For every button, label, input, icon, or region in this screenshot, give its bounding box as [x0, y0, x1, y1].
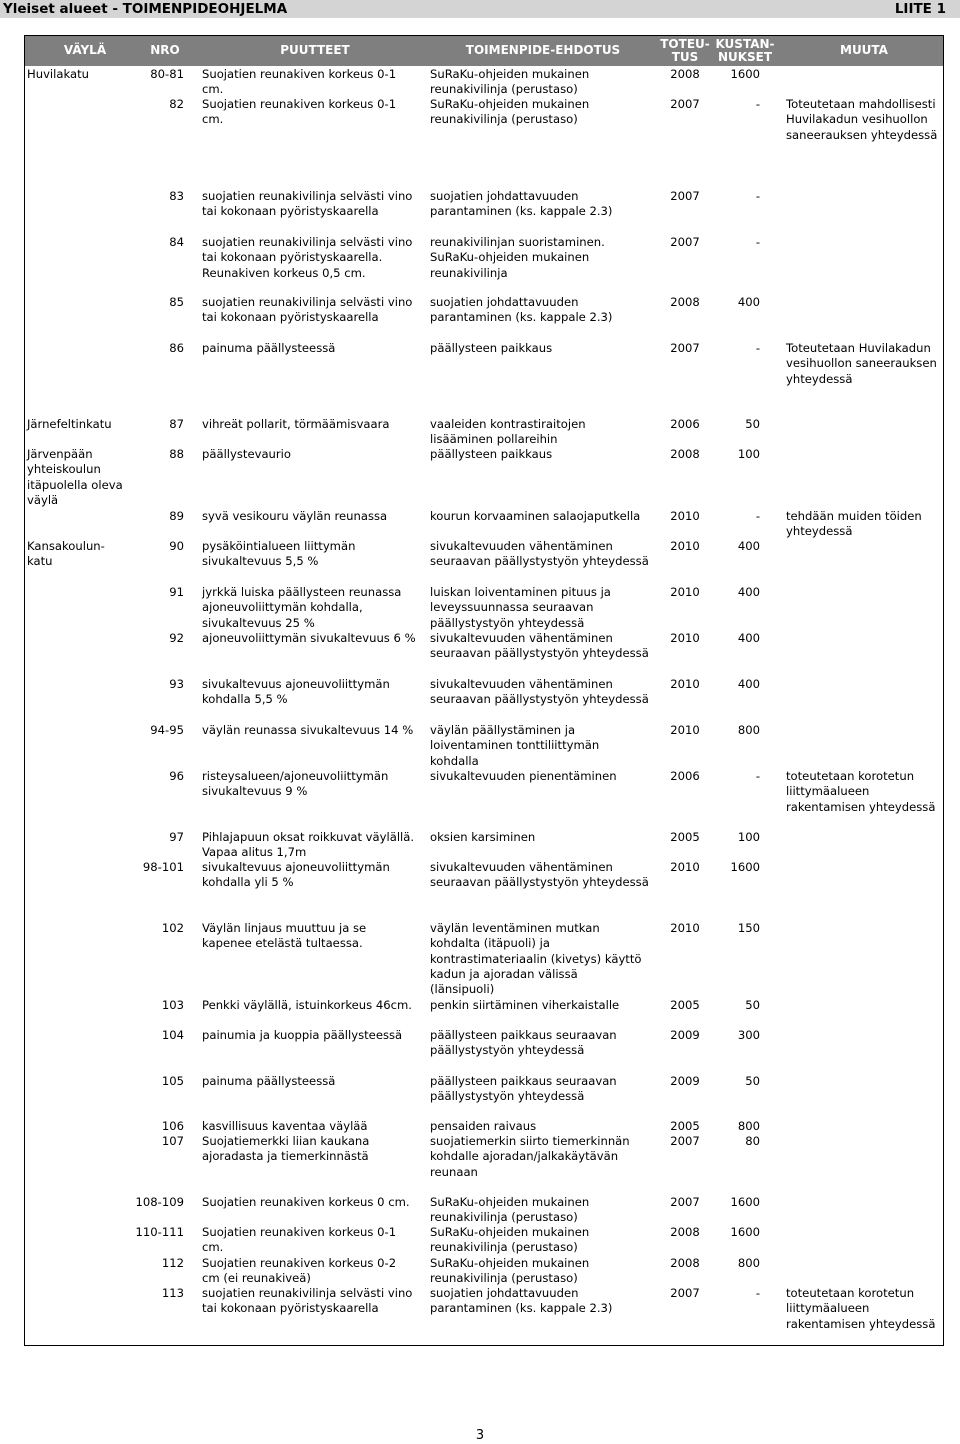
- row-proposal: SuRaKu-ohjeiden mukainen reunakivilinja (perustaso): [430, 1195, 590, 1225]
- row-proposal: sivukaltevuuden vähentäminen seuraavan päällystystyön yhteydessä: [430, 860, 649, 890]
- row-deficiency: Suojatien reunakiven korkeus 0-1 cm.: [202, 67, 397, 97]
- row-notes: tehdään muiden töiden yhteydessä: [786, 509, 922, 539]
- row-cost: 800: [737, 1256, 760, 1270]
- row-number: 106: [161, 1119, 184, 1133]
- row-number: 108-109: [135, 1195, 184, 1209]
- title-bar: [0, 0, 960, 18]
- row-number: 86: [169, 341, 184, 355]
- row-deficiency: päällystevaurio: [202, 447, 291, 461]
- row-year: 2010: [670, 677, 700, 691]
- row-cost: 400: [737, 295, 760, 309]
- row-year: 2007: [670, 1195, 700, 1209]
- row-year: 2008: [670, 447, 700, 461]
- row-proposal: päällysteen paikkaus: [430, 341, 553, 355]
- row-cost: 400: [737, 631, 760, 645]
- row-number: 110-111: [135, 1225, 184, 1239]
- row-year: 2010: [670, 631, 700, 645]
- row-cost: -: [755, 769, 760, 783]
- row-cost: 300: [737, 1028, 760, 1042]
- row-notes: Toteutetaan mahdollisesti Huvilakadun vesihuollon saneerauksen yhteydessä: [786, 97, 938, 142]
- col-header-vayla: VÄYLÄ: [63, 43, 107, 57]
- row-year: 2010: [670, 860, 700, 874]
- row-proposal: SuRaKu-ohjeiden mukainen reunakivilinja (perustaso): [430, 1225, 590, 1255]
- row-notes: toteutetaan korotetun liittymäalueen rakentamisen yhteydessä: [786, 769, 936, 814]
- row-proposal: väylän päällystäminen ja loiventaminen tonttiliittymän kohdalla: [430, 723, 600, 768]
- row-proposal: suojatien johdattavuuden parantaminen (ks. kappale 2.3): [430, 1286, 613, 1316]
- row-deficiency: risteysalueen/ajoneuvoliittymän sivukaltevuus 9 %: [202, 769, 389, 799]
- row-cost: 100: [737, 830, 760, 844]
- col-header-muuta: MUUTA: [840, 43, 888, 57]
- row-year: 2010: [670, 585, 700, 599]
- row-deficiency: suojatien reunakivilinja selvästi vino tai kokonaan pyöristyskaarella: [202, 189, 413, 219]
- street-label: Järvenpään yhteiskoulun itäpuolella oleva väylä: [27, 447, 123, 507]
- row-year: 2007: [670, 97, 700, 111]
- row-cost: 50: [745, 1074, 760, 1088]
- row-year: 2009: [670, 1074, 700, 1088]
- row-number: 97: [169, 830, 184, 844]
- street-label: Huvilakatu: [27, 67, 89, 81]
- row-deficiency: vihreät pollarit, törmäämisvaara: [202, 417, 390, 431]
- row-proposal: päällysteen paikkaus: [430, 447, 553, 461]
- row-cost: 400: [737, 677, 760, 691]
- col-header-kustannukset: KUSTAN- NUKSET: [715, 37, 775, 64]
- row-deficiency: sivukaltevuus ajoneuvoliittymän kohdalla yli 5 %: [202, 860, 390, 890]
- row-cost: 1600: [730, 1195, 760, 1209]
- row-proposal: väylän leventäminen mutkan kohdalta (itäpuoli) ja kontrastimateriaalin (kivetys) käyttö kadun ja ajoradan välissä (länsipuoli): [430, 921, 642, 997]
- row-notes: Toteutetaan Huvilakadun vesihuollon saneerauksen yhteydessä: [786, 341, 937, 386]
- row-deficiency: sivukaltevuus ajoneuvoliittymän kohdalla 5,5 %: [202, 677, 390, 707]
- row-number: 83: [169, 189, 184, 203]
- row-cost: 1600: [730, 860, 760, 874]
- row-cost: 800: [737, 1119, 760, 1133]
- row-proposal: SuRaKu-ohjeiden mukainen reunakivilinja (perustaso): [430, 97, 590, 127]
- row-cost: 400: [737, 585, 760, 599]
- col-header-toteutus: TOTEU- TUS: [660, 37, 710, 64]
- row-notes: toteutetaan korotetun liittymäalueen rakentamisen yhteydessä: [786, 1286, 936, 1331]
- row-number: 80-81: [150, 67, 184, 81]
- row-year: 2006: [670, 769, 700, 783]
- row-year: 2010: [670, 723, 700, 737]
- col-header-ehdotus: TOIMENPIDE-EHDOTUS: [465, 43, 621, 57]
- col-header-puutteet: PUUTTEET: [280, 43, 350, 57]
- row-deficiency: syvä vesikouru väylän reunassa: [202, 509, 388, 523]
- row-year: 2007: [670, 235, 700, 249]
- row-year: 2006: [670, 417, 700, 431]
- row-number: 84: [169, 235, 184, 249]
- table-header: [25, 36, 943, 66]
- row-number: 112: [161, 1256, 184, 1270]
- row-deficiency: Suojatien reunakiven korkeus 0-1 cm.: [202, 1225, 397, 1255]
- row-cost: -: [755, 235, 760, 249]
- row-number: 90: [169, 539, 184, 553]
- row-deficiency: painumia ja kuoppia päällysteessä: [202, 1028, 403, 1042]
- row-proposal: penkin siirtäminen viherkaistalle: [430, 998, 620, 1012]
- row-deficiency: jyrkkä luiska päällysteen reunassa ajoneuvoliittymän kohdalla, sivukaltevuus 25 %: [202, 585, 402, 630]
- row-cost: 800: [737, 723, 760, 737]
- row-deficiency: painuma päällysteessä: [202, 1074, 336, 1088]
- row-deficiency: kasvillisuus kaventaa väylää: [202, 1119, 368, 1133]
- row-number: 102: [161, 921, 184, 935]
- row-cost: -: [755, 189, 760, 203]
- row-year: 2007: [670, 341, 700, 355]
- col-header-nro: NRO: [150, 43, 180, 57]
- row-proposal: suojatien johdattavuuden parantaminen (ks. kappale 2.3): [430, 189, 613, 219]
- row-year: 2008: [670, 1225, 700, 1239]
- row-proposal: suojatiemerkin siirto tiemerkinnän kohdalle ajoradan/jalkakäytävän reunaan: [430, 1134, 630, 1179]
- row-proposal: sivukaltevuuden vähentäminen seuraavan päällystystyön yhteydessä: [430, 677, 649, 707]
- row-proposal: suojatien johdattavuuden parantaminen (ks. kappale 2.3): [430, 295, 613, 325]
- row-cost: 50: [745, 417, 760, 431]
- street-label: Kansakoulun- katu: [27, 539, 105, 569]
- page-number: 3: [475, 1428, 485, 1443]
- row-proposal: SuRaKu-ohjeiden mukainen reunakivilinja (perustaso): [430, 67, 590, 97]
- row-number: 96: [169, 769, 184, 783]
- row-year: 2010: [670, 539, 700, 553]
- row-year: 2005: [670, 830, 700, 844]
- row-cost: 50: [745, 998, 760, 1012]
- row-year: 2010: [670, 509, 700, 523]
- row-proposal: SuRaKu-ohjeiden mukainen reunakivilinja (perustaso): [430, 1256, 590, 1286]
- row-cost: -: [755, 1286, 760, 1300]
- row-proposal: reunakivilinjan suoristaminen. SuRaKu-ohjeiden mukainen reunakivilinja: [430, 235, 605, 280]
- row-number: 87: [169, 417, 184, 431]
- row-number: 113: [161, 1286, 184, 1300]
- row-deficiency: suojatien reunakivilinja selvästi vino tai kokonaan pyöristyskaarella: [202, 295, 413, 325]
- row-proposal: oksien karsiminen: [430, 830, 536, 844]
- row-deficiency: Suojatiemerkki liian kaukana ajoradasta ja tiemerkinnästä: [202, 1134, 370, 1164]
- row-cost: 80: [745, 1134, 760, 1148]
- row-cost: -: [755, 341, 760, 355]
- row-proposal: sivukaltevuuden vähentäminen seuraavan päällystystyön yhteydessä: [430, 539, 649, 569]
- row-year: 2007: [670, 189, 700, 203]
- row-year: 2007: [670, 1286, 700, 1300]
- row-deficiency: Väylän linjaus muuttuu ja se kapenee etelästä tultaessa.: [202, 921, 367, 951]
- row-cost: 1600: [730, 1225, 760, 1239]
- row-cost: 400: [737, 539, 760, 553]
- row-cost: 1600: [730, 67, 760, 81]
- row-number: 103: [161, 998, 184, 1012]
- row-year: 2008: [670, 295, 700, 309]
- row-proposal: päällysteen paikkaus seuraavan päällystystyön yhteydessä: [430, 1074, 617, 1104]
- row-cost: -: [755, 97, 760, 111]
- row-year: 2005: [670, 1119, 700, 1133]
- row-number: 89: [169, 509, 184, 523]
- row-deficiency: suojatien reunakivilinja selvästi vino tai kokonaan pyöristyskaarella: [202, 1286, 413, 1316]
- row-deficiency: Suojatien reunakiven korkeus 0-1 cm.: [202, 97, 397, 127]
- row-proposal: sivukaltevuuden pienentäminen: [430, 769, 617, 783]
- row-number: 107: [161, 1134, 184, 1148]
- row-year: 2005: [670, 998, 700, 1012]
- street-label: Järnefeltinkatu: [27, 417, 112, 431]
- row-cost: 100: [737, 447, 760, 461]
- row-year: 2010: [670, 921, 700, 935]
- row-number: 104: [161, 1028, 184, 1042]
- row-deficiency: Suojatien reunakiven korkeus 0 cm.: [202, 1195, 410, 1209]
- row-number: 82: [169, 97, 184, 111]
- row-proposal: päällysteen paikkaus seuraavan päällystystyön yhteydessä: [430, 1028, 617, 1058]
- row-deficiency: ajoneuvoliittymän sivukaltevuus 6 %: [202, 631, 416, 645]
- row-year: 2008: [670, 1256, 700, 1270]
- row-number: 85: [169, 295, 184, 309]
- document-title: Yleiset alueet - TOIMENPIDEOHJELMA: [3, 1, 288, 17]
- row-number: 105: [161, 1074, 184, 1088]
- row-number: 98-101: [142, 860, 184, 874]
- row-number: 93: [169, 677, 184, 691]
- row-deficiency: Penkki väylällä, istuinkorkeus 46cm.: [202, 998, 412, 1012]
- row-year: 2008: [670, 67, 700, 81]
- row-deficiency: painuma päällysteessä: [202, 341, 336, 355]
- row-deficiency: Suojatien reunakiven korkeus 0-2 cm (ei reunakiveä): [202, 1256, 397, 1286]
- row-number: 91: [169, 585, 184, 599]
- row-number: 92: [169, 631, 184, 645]
- row-deficiency: Pihlajapuun oksat roikkuvat väylällä. Vapaa alitus 1,7m: [202, 830, 415, 860]
- row-number: 88: [169, 447, 184, 461]
- row-year: 2007: [670, 1134, 700, 1148]
- row-cost: 150: [737, 921, 760, 935]
- row-proposal: pensaiden raivaus: [430, 1119, 537, 1133]
- row-proposal: luiskan loiventaminen pituus ja leveyssuunnassa seuraavan päällystystyön yhteydessä: [430, 585, 611, 630]
- row-cost: -: [755, 509, 760, 523]
- row-proposal: vaaleiden kontrastiraitojen lisääminen pollareihin: [430, 417, 586, 447]
- row-deficiency: väylän reunassa sivukaltevuus 14 %: [202, 723, 414, 737]
- row-year: 2009: [670, 1028, 700, 1042]
- row-proposal: kourun korvaaminen salaojaputkella: [430, 509, 641, 523]
- row-number: 94-95: [150, 723, 184, 737]
- appendix-label: LIITE 1: [894, 1, 946, 17]
- row-deficiency: suojatien reunakivilinja selvästi vino tai kokonaan pyöristyskaarella. Reunakiven korkeus 0,5 cm.: [202, 235, 413, 280]
- row-proposal: sivukaltevuuden vähentäminen seuraavan päällystystyön yhteydessä: [430, 631, 649, 661]
- row-deficiency: pysäköintialueen liittymän sivukaltevuus 5,5 %: [202, 539, 356, 569]
